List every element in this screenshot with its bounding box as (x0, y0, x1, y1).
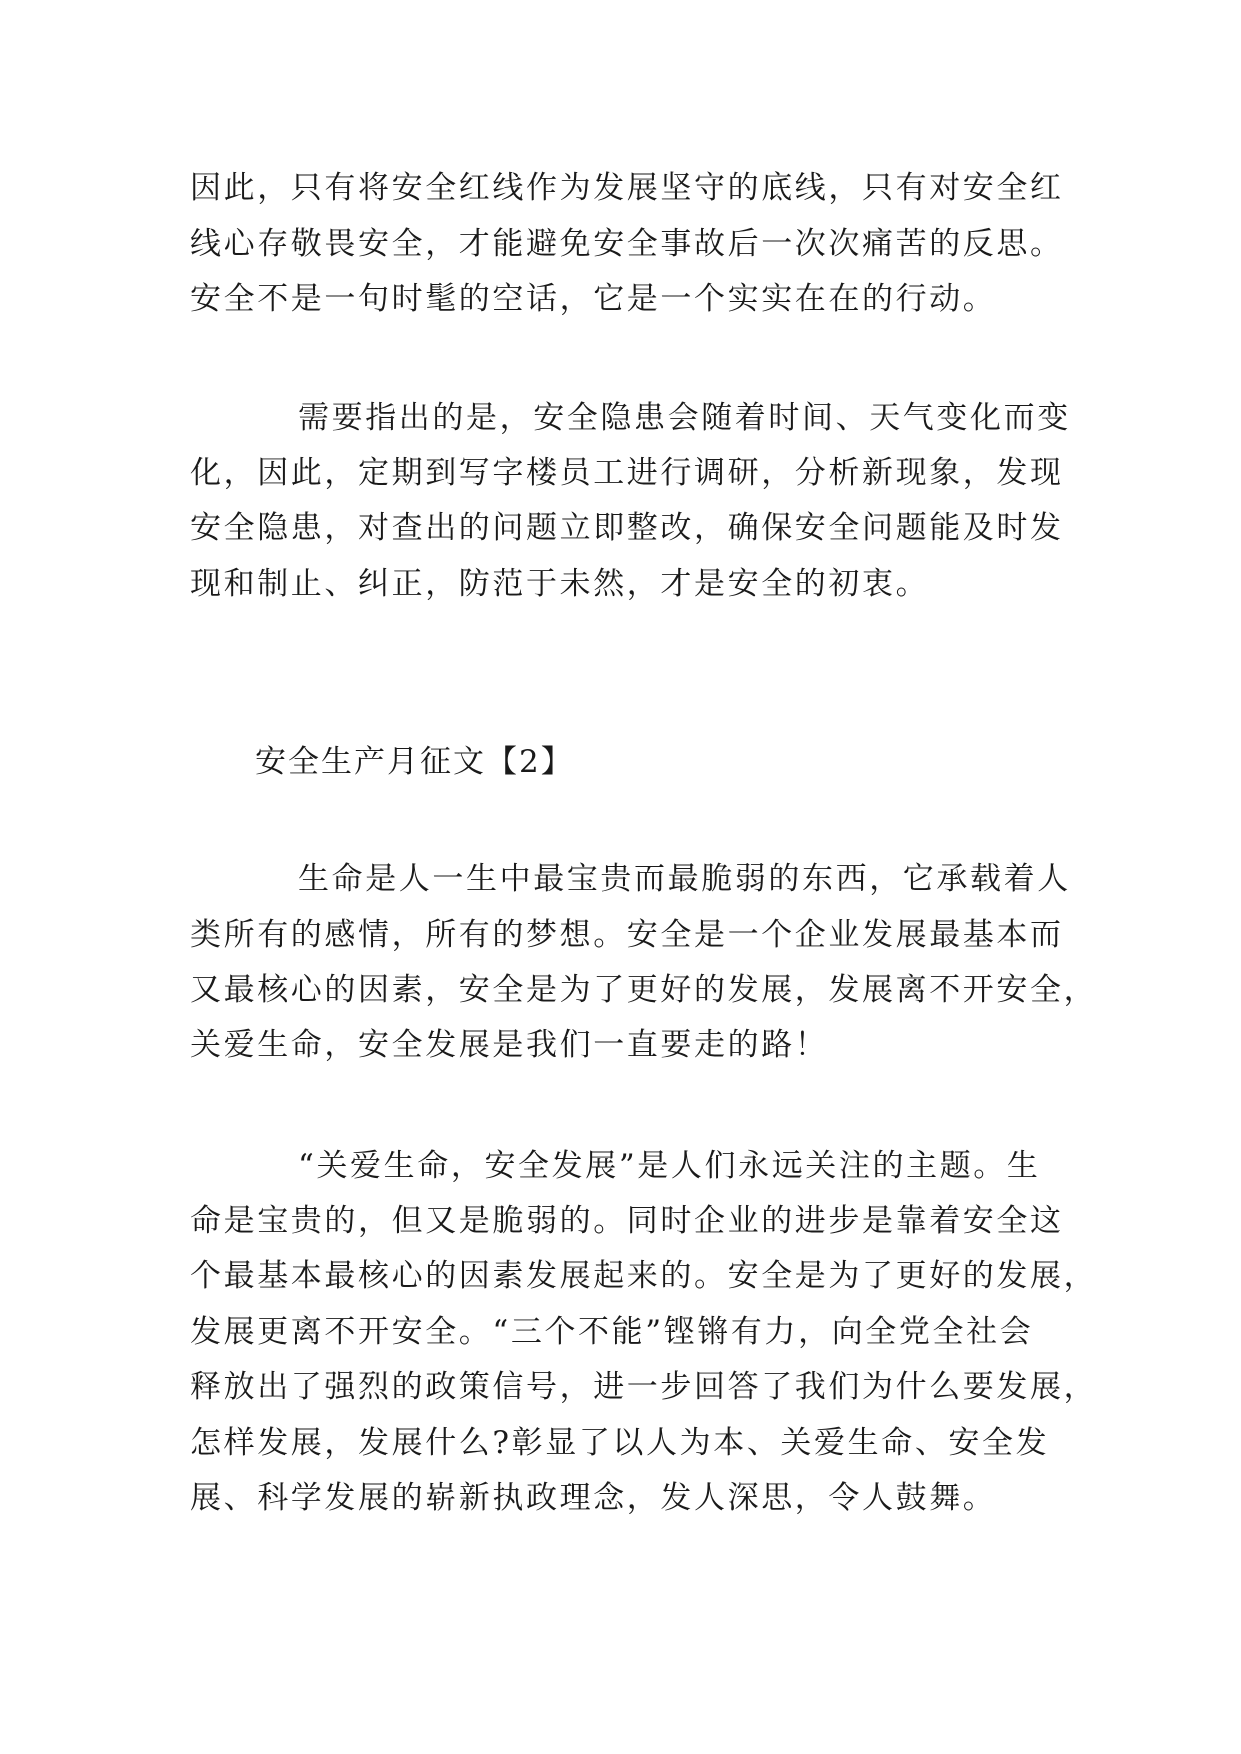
paragraph-line: 安全隐患，对查出的问题立即整改，确保安全问题能及时发 (190, 510, 1064, 546)
paragraph-line: 类所有的感情，所有的梦想。安全是一个企业发展最基本而 (190, 917, 1064, 953)
paragraph-line: 化，因此，定期到写字楼员工进行调研，分析新现象，发现 (190, 455, 1064, 491)
paragraph-line: 个最基本最核心的因素发展起来的。安全是为了更好的发展， (190, 1258, 1098, 1294)
paragraph-line: 需要指出的是，安全隐患会随着时间、天气变化而变 (298, 400, 1071, 436)
paragraph-line: 发展更离不开安全。“三个不能”铿锵有力，向全党全社会 (190, 1314, 1034, 1350)
paragraph-line: 安全不是一句时髦的空话，它是一个实实在在的行动。 (190, 281, 997, 317)
paragraph-line: 怎样发展，发展什么?彰显了以人为本、关爱生命、安全发 (190, 1425, 1050, 1461)
paragraph-line: “关爱生命，安全发展”是人们永远关注的主题。生 (298, 1148, 1041, 1184)
paragraph-line: 释放出了强烈的政策信号，进一步回答了我们为什么要发展， (190, 1369, 1098, 1405)
paragraph-line: 又最核心的因素，安全是为了更好的发展，发展离不开安全， (190, 972, 1098, 1008)
paragraph-line: 生命是人一生中最宝贵而最脆弱的东西，它承载着人 (298, 861, 1071, 897)
paragraph-line: 命是宝贵的，但又是脆弱的。同时企业的进步是靠着安全这 (190, 1203, 1064, 1239)
paragraph-line: 展、科学发展的崭新执政理念，发人深思，令人鼓舞。 (190, 1480, 997, 1516)
paragraph-line: 关爱生命，安全发展是我们一直要走的路！ (190, 1027, 829, 1063)
paragraph-line: 因此，只有将安全红线作为发展坚守的底线，只有对安全红 (190, 170, 1064, 206)
paragraph-line: 现和制止、纠正，防范于未然，才是安全的初衷。 (190, 566, 930, 602)
paragraph-line: 线心存敬畏安全，才能避免安全事故后一次次痛苦的反思。 (190, 226, 1064, 262)
section-heading: 安全生产月征文【2】 (255, 744, 574, 780)
